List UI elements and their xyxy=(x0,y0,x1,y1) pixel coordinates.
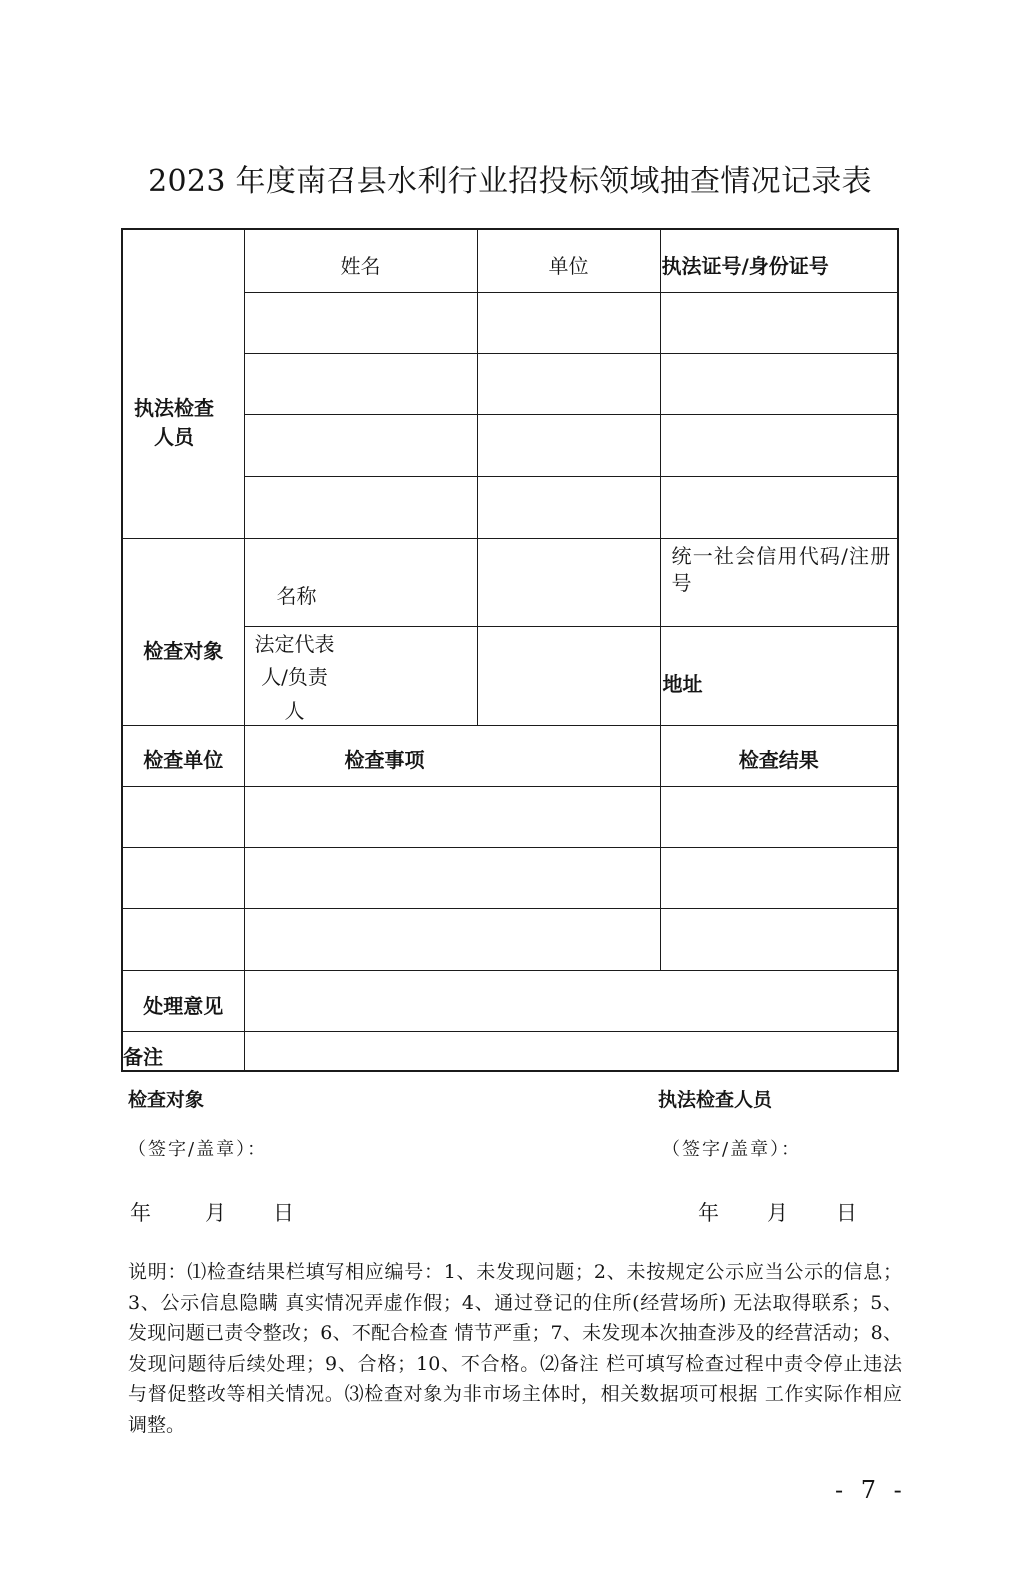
inspection-result-header-cell xyxy=(660,725,898,786)
signature-right-title: 执法检查人员 xyxy=(658,1089,773,1111)
inspection-item-header-cell xyxy=(244,725,660,786)
notes-line: 3、公示信息隐瞒 真实情况弄虚作假；4、通过登记的住所(经营场所) 无法取得联系；5、 xyxy=(128,1291,902,1314)
target-address-cell xyxy=(660,626,898,725)
target-name-row xyxy=(122,538,898,626)
inspector-unit-cell xyxy=(477,292,660,353)
target-credit-code-cell xyxy=(660,538,898,626)
notes-line: 发现问题已责令整改；6、不配合检查 情节严重；7、未发现本次抽查涉及的经营活动；8、 xyxy=(128,1322,902,1345)
inspection-result-cell xyxy=(660,786,898,847)
signature-right-day: 日 xyxy=(836,1201,857,1225)
target-address-label: 地址 xyxy=(662,671,703,696)
target-section-label: 检查对象 xyxy=(143,638,224,663)
inspector-name-cell xyxy=(244,414,477,476)
explanatory-notes xyxy=(128,1257,902,1441)
notes-line: 与督促整改等相关情况。⑶检查对象为非市场主体时，相关数据项可根据 工作实际作相应 xyxy=(128,1383,902,1406)
inspection-unit-cell xyxy=(122,847,244,908)
inspector-name-cell xyxy=(244,353,477,414)
inspector-id-header-cell xyxy=(660,229,898,292)
target-legal-rep-value-cell xyxy=(477,626,660,725)
inspector-name-cell xyxy=(244,476,477,538)
inspector-unit-header-cell xyxy=(477,229,660,292)
inspector-id-cell xyxy=(660,414,898,476)
inspection-item-header: 检查事项 xyxy=(344,747,425,772)
handling-label-cell xyxy=(122,970,244,1031)
signature-left-sign-label: （签字/盖章）： xyxy=(128,1139,268,1160)
target-name-value-cell xyxy=(477,538,660,626)
signature-right-year: 年 xyxy=(698,1201,719,1225)
handling-row xyxy=(122,970,898,1031)
notes-line: 发现问题待后续处理；9、合格；10、不合格。⑵备注 栏可填写检查过程中责令停止违法 xyxy=(128,1352,902,1375)
inspection-header-row xyxy=(122,725,898,786)
inspection-item-cell xyxy=(244,908,660,970)
remarks-label-cell xyxy=(122,1031,244,1071)
signature-right-month: 月 xyxy=(767,1201,788,1225)
handling-label: 处理意见 xyxy=(143,993,224,1018)
signature-left-year: 年 xyxy=(130,1201,151,1225)
target-name-label: 名称 xyxy=(276,583,317,608)
inspection-record-table xyxy=(121,228,899,1072)
inspection-unit-cell xyxy=(122,908,244,970)
inspection-result-cell xyxy=(660,847,898,908)
inspector-unit-cell xyxy=(477,476,660,538)
inspector-id-cell xyxy=(660,476,898,538)
remarks-value-cell xyxy=(244,1031,898,1071)
target-legal-rep-label-cell xyxy=(244,626,477,725)
handling-value-cell xyxy=(244,970,898,1031)
target-section-cell xyxy=(122,538,244,725)
inspector-section-label: 执法检查 人员 xyxy=(134,396,214,449)
remarks-row xyxy=(122,1031,898,1071)
signature-left-day: 日 xyxy=(273,1201,294,1225)
inspector-unit-header: 单位 xyxy=(548,254,589,278)
inspector-unit-cell xyxy=(477,414,660,476)
inspector-header-row xyxy=(122,229,898,292)
signature-right-sign-label: （签字/盖章）： xyxy=(662,1139,802,1160)
inspection-result-cell xyxy=(660,908,898,970)
inspector-id-cell xyxy=(660,353,898,414)
inspector-id-cell xyxy=(660,292,898,353)
signature-left-month: 月 xyxy=(205,1201,226,1225)
inspection-unit-cell xyxy=(122,786,244,847)
inspection-row xyxy=(122,847,898,908)
document-title: 2023 年度南召县水利行业招投标领域抽查情况记录表 xyxy=(148,164,872,199)
page-number: - 7 - xyxy=(835,1476,907,1504)
inspection-unit-header: 检查单位 xyxy=(143,747,224,772)
target-name-label-cell xyxy=(244,538,477,626)
inspection-unit-header-cell xyxy=(122,725,244,786)
notes-line: 调整。 xyxy=(128,1413,186,1436)
inspector-id-header: 执法证号/身份证号 xyxy=(661,254,829,278)
remarks-label: 备注 xyxy=(123,1044,163,1069)
signature-left-title: 检查对象 xyxy=(128,1089,205,1111)
inspection-item-cell xyxy=(244,786,660,847)
notes-line: 说明：⑴检查结果栏填写相应编号：1、未发现问题；2、未按规定公示应当公示的信息； xyxy=(128,1261,902,1283)
inspector-name-header: 姓名 xyxy=(340,254,381,278)
target-legal-rep-label: 法定代表 人/负责 人 xyxy=(254,631,335,723)
inspector-unit-cell xyxy=(477,353,660,414)
inspector-name-header-cell xyxy=(244,229,477,292)
inspection-row xyxy=(122,786,898,847)
inspection-result-header: 检查结果 xyxy=(738,747,819,772)
inspection-row xyxy=(122,908,898,970)
inspector-section-cell xyxy=(122,229,244,538)
inspection-item-cell xyxy=(244,847,660,908)
inspector-name-cell xyxy=(244,292,477,353)
target-credit-code-label: 统一社会信用代码/注册 号 xyxy=(671,543,892,595)
